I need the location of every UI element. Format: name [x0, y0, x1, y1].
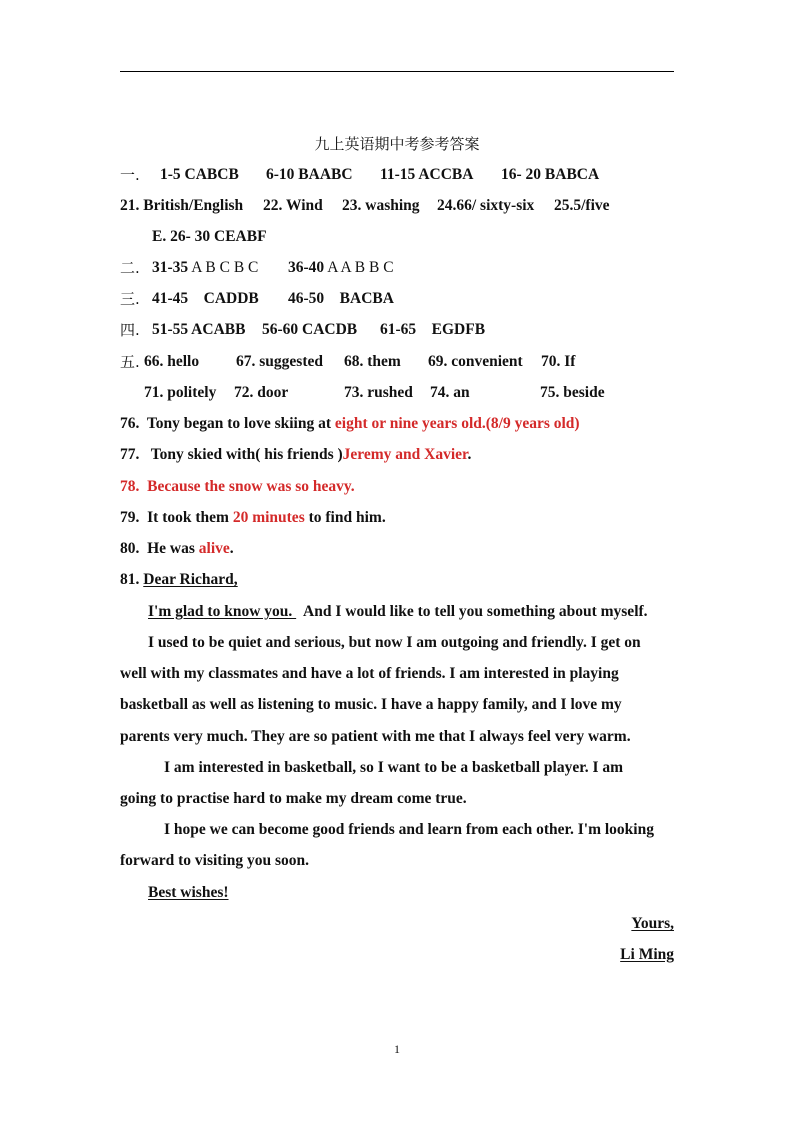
- question-80-answer: alive: [198, 540, 230, 557]
- answer-6-10: 6-10 BAABC: [266, 166, 353, 183]
- question-79-text: 79. It took them: [120, 509, 233, 526]
- page-title: 九上英语期中考参考答案: [314, 135, 480, 153]
- header-rule: [120, 71, 674, 72]
- section-1-label: 一.: [120, 166, 140, 184]
- answer-1-5: 1-5 CABCB: [160, 166, 239, 183]
- essay-intro: And I would like to tell you something about myself.: [296, 603, 648, 620]
- answer-66: 66. hello: [144, 353, 200, 370]
- essay-line-opening: [148, 602, 648, 622]
- answer-41-45: 41-45 CADDB: [152, 290, 259, 307]
- question-77: [120, 445, 471, 465]
- answer-24: 24.66/ sixty-six: [437, 197, 535, 214]
- letter-closing: Best wishes!: [148, 884, 229, 901]
- answer-36-40-ans: A A B B C: [324, 259, 394, 276]
- answer-71: 71. politely: [144, 384, 217, 401]
- essay-line-1: I used to be quiet and serious, but now I am outgoing and friendly. I get on: [148, 634, 641, 651]
- section-3-label: 三.: [120, 290, 140, 308]
- answer-31-35-ans: A B C B C: [188, 259, 259, 276]
- answer-70: 70. If: [541, 353, 576, 370]
- question-80-text: 80. He was: [120, 540, 199, 557]
- essay-greeting: I'm glad to know you.: [148, 603, 297, 620]
- letter-salutation: Dear Richard,: [143, 571, 238, 588]
- question-80-period: .: [229, 540, 234, 557]
- question-77-period: .: [467, 446, 472, 463]
- answer-23: 23. washing: [342, 197, 420, 214]
- question-79-answer: 20 minutes: [232, 509, 305, 526]
- essay-line-7: I hope we can become good friends and learn from each other. I'm looking: [164, 821, 654, 838]
- answer-75: 75. beside: [540, 384, 605, 401]
- letter-yours: Yours,: [631, 915, 674, 932]
- question-78-answer: 78. Because the snow was so heavy.: [120, 478, 355, 495]
- question-77-answer: Jeremy and Xavier: [342, 446, 468, 463]
- answer-36-40-num: 36-40: [288, 259, 325, 276]
- answer-21: 21. British/English: [120, 197, 244, 214]
- essay-line-2: well with my classmates and have a lot of friends. I am interested in playing: [120, 665, 619, 682]
- essay-line-8: forward to visiting you soon.: [120, 852, 310, 869]
- question-76: [120, 414, 580, 434]
- answer-72: 72. door: [234, 384, 289, 401]
- answer-51-55: 51-55 ACABB: [152, 321, 246, 338]
- essay-line-5: I am interested in basketball, so I want to be a basketball player. I am: [164, 759, 624, 776]
- essay-line-6: going to practise hard to make my dream come true.: [120, 790, 467, 807]
- answer-73: 73. rushed: [344, 384, 413, 401]
- answer-69: 69. convenient: [428, 353, 523, 370]
- answer-36-40: [288, 258, 394, 278]
- answer-56-60: 56-60 CACDB: [262, 321, 358, 338]
- question-79-tail: to find him.: [304, 509, 386, 526]
- answer-11-15: 11-15 ACCBA: [380, 166, 474, 183]
- section-5-label: 五.: [120, 353, 140, 371]
- answer-26-30: E. 26- 30 CEABF: [152, 228, 267, 245]
- answer-46-50: 46-50 BACBA: [288, 290, 394, 307]
- answer-67: 67. suggested: [236, 353, 323, 370]
- letter-signature: Li Ming: [620, 946, 674, 963]
- question-79: [120, 508, 386, 528]
- answer-25: 25.5/five: [554, 197, 610, 214]
- essay-line-4: parents very much. They are so patient with me that I always feel very warm.: [120, 728, 631, 745]
- essay-line-3: basketball as well as listening to music. I have a happy family, and I love my: [120, 696, 622, 713]
- answer-31-35-num: 31-35: [152, 259, 189, 276]
- page-number: 1: [394, 1042, 400, 1056]
- question-81: [120, 570, 238, 590]
- question-81-number: 81.: [120, 571, 144, 588]
- answer-31-35: [152, 258, 258, 278]
- section-2-label: 二.: [120, 259, 140, 277]
- question-76-answer: eight or nine years old.(8/9 years old): [334, 415, 580, 432]
- answer-74: 74. an: [430, 384, 470, 401]
- answer-61-65: 61-65 EGDFB: [380, 321, 486, 338]
- answer-22: 22. Wind: [263, 197, 323, 214]
- answer-16-20: 16- 20 BABCA: [501, 166, 600, 183]
- question-80: [120, 539, 234, 559]
- question-77-text: 77. Tony skied with( his friends ): [120, 446, 343, 463]
- question-76-text: 76. Tony began to love skiing at: [120, 415, 335, 432]
- answer-68: 68. them: [344, 353, 401, 370]
- section-4-label: 四.: [120, 321, 140, 339]
